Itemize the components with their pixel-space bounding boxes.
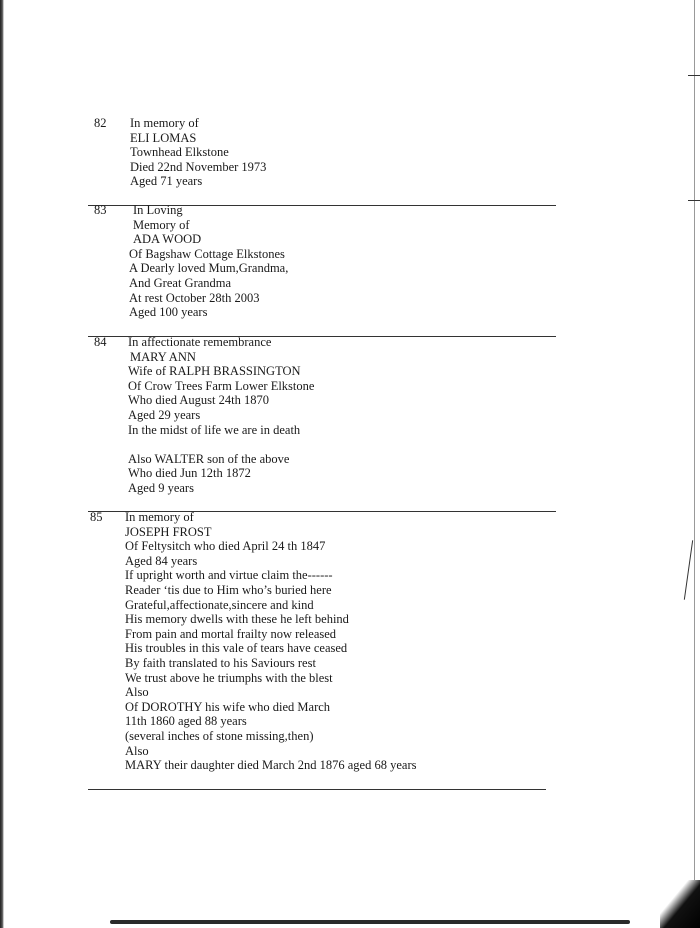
scan-bottom-edge xyxy=(110,920,630,924)
line-gap xyxy=(128,437,314,452)
entry-line: MARY ANN xyxy=(130,349,196,364)
entry-line: Also xyxy=(125,743,149,758)
entry-line: Of DOROTHY his wife who died March xyxy=(125,699,331,714)
entry-line: Aged 9 years xyxy=(128,480,194,495)
entry-line: Wife of RALPH BRASSINGTON xyxy=(128,364,301,379)
entry-line: At rest October 28th 2003 xyxy=(129,290,260,305)
entry-line: We trust above he triumphs with the blest xyxy=(125,670,333,685)
entry-line: Of Crow Trees Farm Lower Elkstone xyxy=(128,378,315,393)
entry-line: Who died Jun 12th 1872 xyxy=(128,466,251,481)
entry-line: In memory of xyxy=(130,116,199,130)
entry-line: Townhead Elkstone xyxy=(130,145,229,160)
entry-line: Who died August 24th 1870 xyxy=(128,393,269,408)
entry-line: Aged 71 years xyxy=(130,174,203,189)
entry-line: Also xyxy=(125,685,149,700)
entry-line: His memory dwells with these he left behind xyxy=(125,612,349,627)
page-right-edge xyxy=(694,0,695,928)
entry-line: ELI LOMAS xyxy=(130,130,197,145)
entry-line: From pain and mortal frailty now released xyxy=(125,626,337,641)
entry-line: In memory of xyxy=(125,510,194,524)
entry-number: 83 xyxy=(94,203,107,217)
entry-line: Also WALTER son of the above xyxy=(128,451,290,466)
entry-number: 85 xyxy=(90,510,103,524)
edge-mark xyxy=(688,75,700,76)
entry-line: ADA WOOD xyxy=(133,232,202,247)
scan-corner-shadow xyxy=(660,880,700,928)
edge-mark xyxy=(688,200,700,201)
entry-line: MARY their daughter died March 2nd 1876 aged 68 years xyxy=(125,758,417,773)
entry-number: 84 xyxy=(94,335,107,349)
entry-line: Aged 84 years xyxy=(125,553,198,568)
entry-line: In Loving xyxy=(133,203,183,217)
entry-line: 11th 1860 aged 88 years xyxy=(125,714,247,729)
entry-line: Aged 29 years xyxy=(128,407,201,422)
entry-line: A Dearly loved Mum,Grandma, xyxy=(129,261,289,276)
entry-line: Of Bagshaw Cottage Elkstones xyxy=(129,246,285,261)
entry-number: 82 xyxy=(94,116,107,130)
entry-line: If upright worth and virtue claim the------ xyxy=(125,568,333,583)
scan-left-edge xyxy=(0,0,4,928)
entry-line: Grateful,affectionate,sincere and kind xyxy=(125,597,314,612)
entry-line: By faith translated to his Saviours rest xyxy=(125,655,316,670)
entry-line: (several inches of stone missing,then) xyxy=(125,728,314,743)
separator-rule xyxy=(88,789,546,790)
entry-line: Memory of xyxy=(133,217,190,232)
entry-line: And Great Grandma xyxy=(129,275,232,290)
edge-mark xyxy=(684,540,693,600)
entry-line: Aged 100 years xyxy=(129,305,208,320)
entry-line: JOSEPH FROST xyxy=(125,524,212,539)
entry-line: In the midst of life we are in death xyxy=(128,422,301,437)
entry-line: In affectionate remembrance xyxy=(128,335,272,349)
entry-line: His troubles in this vale of tears have ceased xyxy=(125,641,348,656)
entry-line: Reader ‘tis due to Him who’s buried here xyxy=(125,582,332,597)
entry-line: Died 22nd November 1973 xyxy=(130,159,267,174)
entry-line: Of Feltysitch who died April 24 th 1847 xyxy=(125,539,326,554)
